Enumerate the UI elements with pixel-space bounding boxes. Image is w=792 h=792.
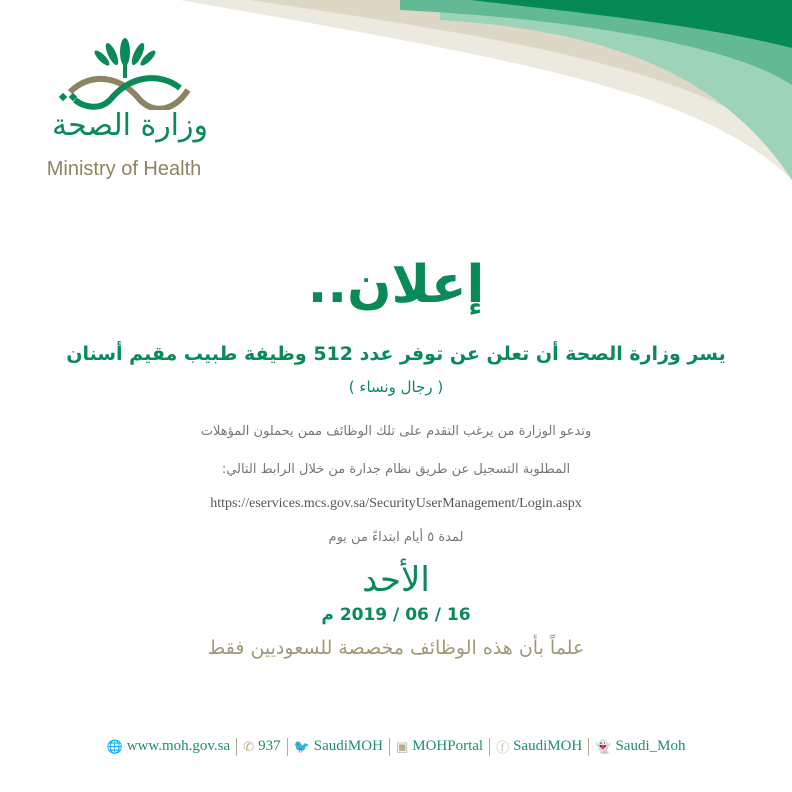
contact-footer — [0, 737, 792, 756]
announcement-title: إعلان.. — [307, 255, 485, 315]
footer-twitter[interactable] — [288, 738, 389, 755]
body-line-2: المطلوبة التسجيل عن طريق نظام جدارة من خلال الرابط التالي: — [221, 462, 571, 477]
phone-icon: ✆ — [243, 738, 255, 754]
youtube-icon: ▣ — [395, 738, 409, 754]
footer-phone[interactable] — [237, 738, 286, 755]
globe-icon: 🌐 — [106, 738, 123, 754]
footer-website[interactable] — [101, 738, 237, 755]
footer-label: SaudiMOH — [313, 738, 383, 754]
facebook-icon: ⓕ — [496, 740, 510, 755]
footer-snapchat[interactable] — [589, 738, 691, 755]
duration-text: لمدة ٥ أيام ابتداءً من يوم — [328, 530, 464, 545]
footer-label: 937 — [258, 738, 281, 754]
body-line-1: وتدعو الوزارة من يرغب التقدم على تلك الوظائف ممن يحملون المؤهلات — [200, 424, 592, 439]
registration-link[interactable]: https://eservices.mcs.gov.sa/SecurityUserManagement/Login.aspx — [210, 496, 582, 511]
twitter-icon: 🐦 — [293, 738, 310, 754]
announcement-lead: يسر وزارة الصحة أن تعلن عن توفر عدد 512 وظيفة طبيب مقيم أسنان — [66, 343, 726, 365]
footer-label: SaudiMOH — [513, 738, 583, 754]
snapchat-icon: 👻 — [595, 738, 612, 754]
palm-swords-emblem-icon — [30, 30, 220, 110]
logo-arabic-name: وزارة الصحة — [52, 108, 208, 143]
footer-label: Saudi_Moh — [615, 738, 686, 754]
start-date: 16 / 06 / 2019 م — [321, 605, 471, 625]
saudi-only-note: علماً بأن هذه الوظائف مخصصة للسعوديين فقط — [207, 637, 585, 659]
logo-english-name: Ministry of Health — [46, 158, 202, 180]
footer-youtube[interactable] — [390, 738, 489, 755]
footer-label: MOHPortal — [412, 738, 484, 754]
footer-label: www.moh.gov.sa — [126, 738, 231, 754]
footer-facebook[interactable] — [490, 737, 588, 756]
start-day: الأحد — [362, 560, 430, 600]
gender-note: ( رجال ونساء ) — [348, 378, 444, 396]
